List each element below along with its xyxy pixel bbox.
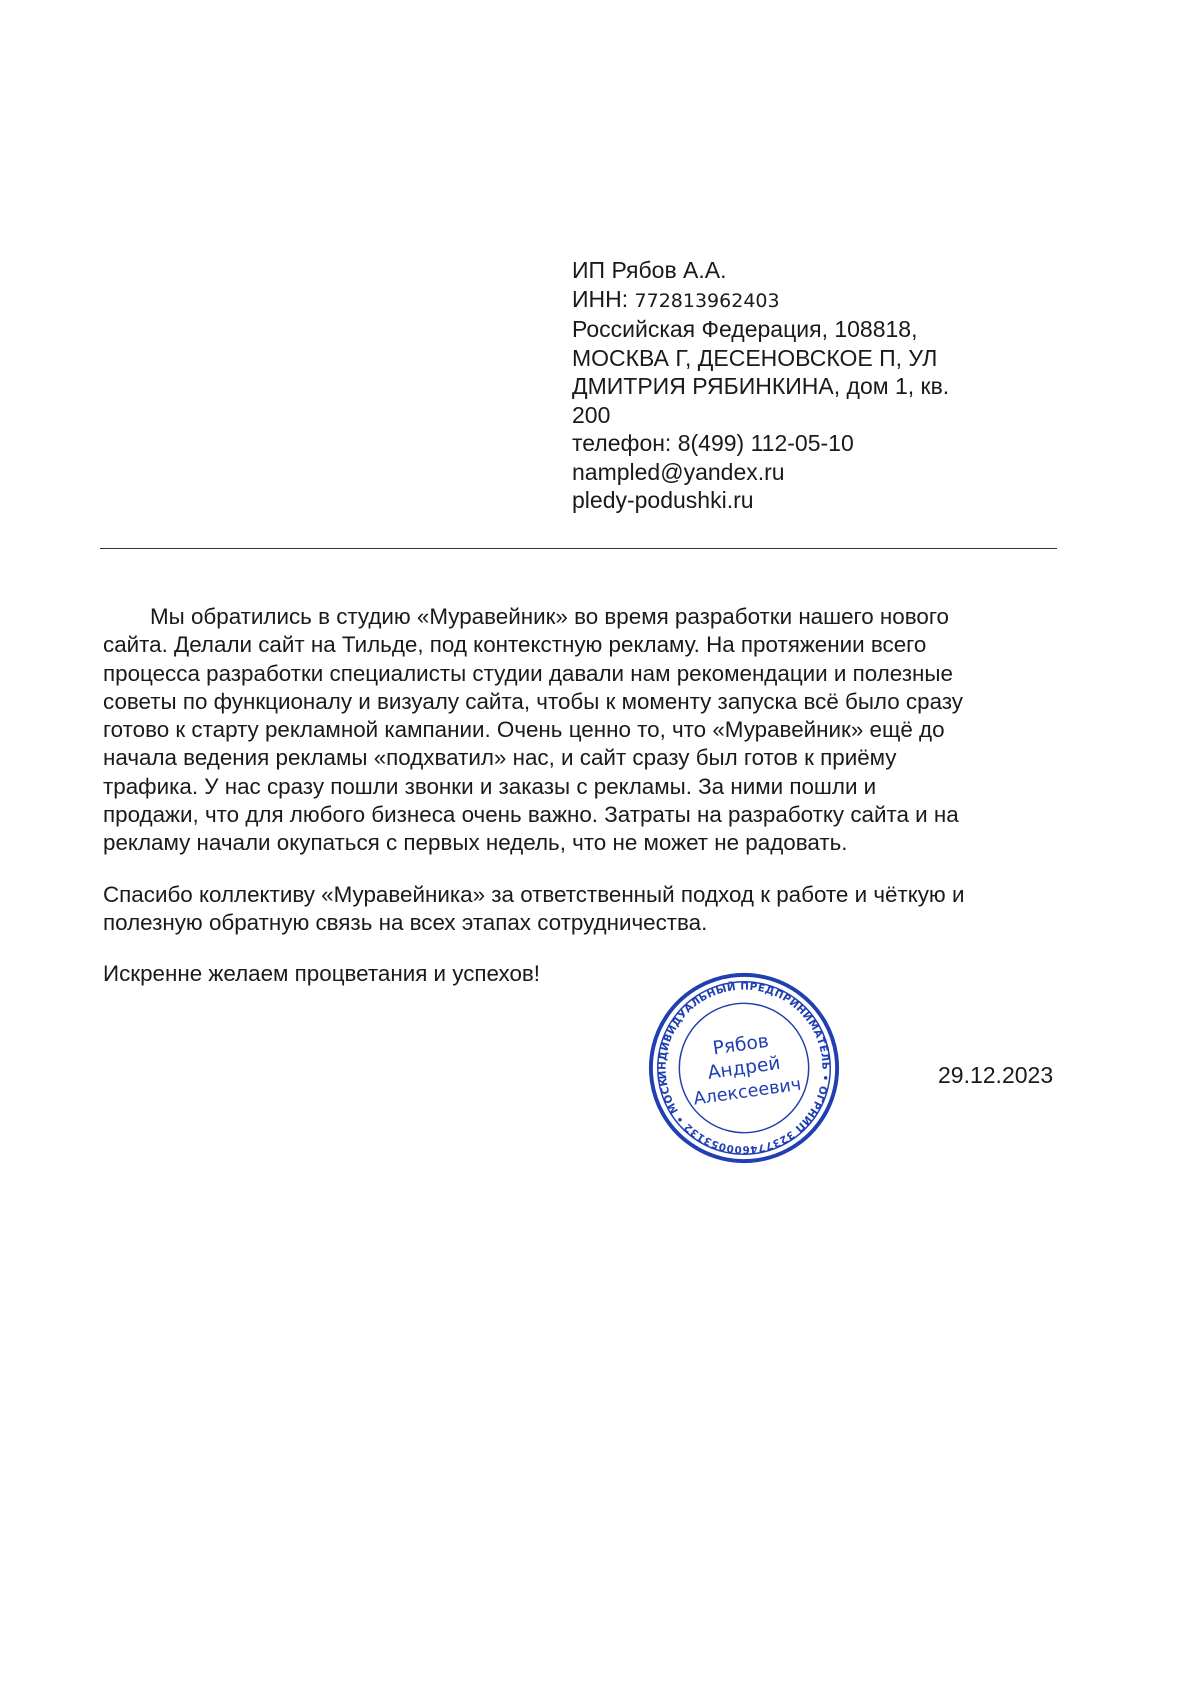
- inn-label: ИНН:: [572, 285, 635, 312]
- text-line: начала ведения рекламы «подхватил» нас, и сайт сразу был готов к приёму: [103, 745, 897, 771]
- text-line: готово к старту рекламной кампании. Очень ценно то, что «Муравейник» ещё до: [103, 717, 945, 743]
- address-line: Российская Федерация, 108818,: [572, 316, 918, 342]
- text-line: советы по функционалу и визуалу сайта, чтобы к моменту запуска всё было сразу: [103, 688, 963, 714]
- seal-stamp: [646, 970, 842, 1166]
- address-line: 200: [572, 401, 611, 428]
- text-line: сайта. Делали сайт на Тильде, под контекстную рекламу. На протяжении всего: [103, 632, 927, 658]
- text-line: Спасибо коллективу «Муравейника» за ответственный подход к работе и чёткую и: [103, 881, 965, 907]
- sender-company: ИП Рябов А.А.: [572, 257, 727, 283]
- text-line: трафика. У нас сразу пошли звонки и заказы с рекламы. За ними пошли и: [103, 773, 877, 799]
- sender-phone: телефон: 8(499) 112-05-10: [572, 430, 854, 456]
- sender-inn: [572, 285, 1002, 316]
- paragraph-2: [103, 881, 1063, 938]
- svg-text:ИНДИВИДУАЛЬНЫЙ ПРЕДПРИНИМАТЕЛЬ: ИНДИВИДУАЛЬНЫЙ ПРЕДПРИНИМАТЕЛЬ • ОГРНИП 323774600053132 • МОСКВА: [656, 980, 832, 1156]
- header-divider: [100, 548, 1057, 549]
- text-line: Мы обратились в студию «Муравейник» во время разработки нашего нового: [150, 604, 949, 629]
- address-line: МОСКВА Г, ДЕСЕНОВСКОЕ П, УЛ: [572, 344, 938, 371]
- text-line: рекламу начали окупаться с первых недель, что не может не радовать.: [103, 830, 848, 856]
- text-line: процесса разработки специалисты студии давали нам рекомендации и полезные: [103, 660, 953, 686]
- address-line: ДМИТРИЯ РЯБИНКИНА, дом 1, кв.: [572, 373, 950, 399]
- sender-email: nampled@yandex.ru: [572, 458, 785, 485]
- sender-details: [572, 256, 1002, 515]
- svg-text:Рябов: Рябов: [711, 1030, 771, 1060]
- sender-website: pledy-podushki.ru: [572, 487, 754, 513]
- text-line: продажи, что для любого бизнеса очень важно. Затраты на разработку сайта и на: [103, 802, 959, 828]
- paragraph-1: [103, 603, 1063, 858]
- text-line: полезную обратную связь на всех этапах сотрудничества.: [103, 909, 708, 935]
- letter-body: [103, 603, 1063, 989]
- letter-date: 29.12.2023: [938, 1062, 1054, 1088]
- inn-value: 772813962403: [634, 289, 780, 312]
- svg-text:Алексеевич: Алексеевич: [692, 1074, 803, 1110]
- svg-text:Андрей: Андрей: [706, 1052, 782, 1084]
- closing-line: Искренне желаем процветания и успехов!: [103, 961, 541, 987]
